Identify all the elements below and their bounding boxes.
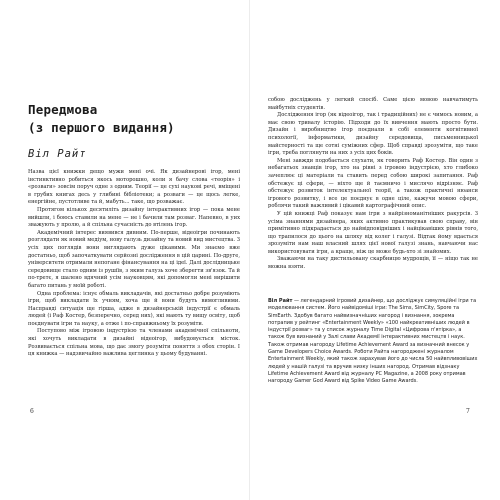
paragraph: Академічний інтерес виявився дивним. По-перше, відеоігри починають розглядати як новий медіум, нову галузь дизайну та новий вид мистецтва. З усіх цих поглядів вони виглядають дуже цікавими. Ми знаємо вже достатньо, щоб започаткувати серйозні дослідження в цій царині. По-друге, університети отримали непогане фінансування на ці ідеї. Далі дослідницьке середовище стало одним із рушіїв, з яким галузь хоче зберегти зв'язок. Та й по-третє, я шалено вдячний усім науковцям, які допомогли мені вирішити багато питань у моїй роботі.: [28, 229, 240, 289]
page-number-right: 7: [466, 408, 470, 415]
author-bio: [268, 298, 478, 386]
author-name: Віл Райт: [28, 148, 87, 160]
page-gutter: [249, 0, 250, 500]
paragraph: Протягом кількох десятиліть дизайну інтерактивних ігор — пока мене вийшли, і боюсь ставили на мене — не і бачили там розваг. Напевно, в уих зважують у пролю, а й спільна сучасність до втілень ігор.: [28, 206, 240, 229]
paragraph: Назва цієї книжки дещо мужи мені очі. Як дизайнерові ігор, мені інстинктивно робиться якось моторошно, коли я бачу слова «теорія» і «розваги» зовсім поруч одне з одним. Теорії — це сухі наукові речі, вміщені в грубих книгах десь у глибині бібліотеки; а розваги — це щось легке, енергійне, пустотливе та й, мабуть... таке, що розважає.: [28, 169, 240, 206]
paragraph: Одна проблема: існує обмаль викладачів, які достатньо добре розуміють ігри, щоб викладати їх учням, хоча ще й вони будуть вимогливими. Насправді ситуація ще гірша, адже в дизайнерській індустрії є обмаль людей (і Раф Костер, безперечно, серед них), які мають ту вищу освіту, щоб поєднувати ігри та науку, а отже і по-справжньому їх розуміти.: [28, 290, 240, 327]
bio-text: — легендарний ігровий дизайнер, що досліджує симуляційні ігри та моделювання систем. Його найвідоміші ігри: The Sims, SimCity, Spore та SimEarth. Здобув багато найвизначніших нагород і визнання, зокрема потрапив у рейтинг «Entertainment Weekly» «100 найкреативніших людей в індустрії розваг» та у список журналу Time Digital «Цифрова п'ятірка», а також був визнаний у Залі слави Академії інтерактивних мистецтв і наук. Також отримав нагороду Lifetime Achievement Award за визначний внесок у Game Developers Choice Awards. Роботи Райта нагороджені журналом Entertainment Weekly, який також зарахував його до числа 50 найвпливовіших людей у нашій галузі та вручив низку інших нагород. Отримав відзнаку Lifetime Achievement Award від журналу PC Magazine, а 2008 року отримав нагороду Gamer God Award від Spike Video Game Awards.: [268, 298, 478, 385]
paragraph: Дослідження ігор (як відеоігор, так і традиційних) не є чимось новим, а має свою тривалу історію. Підходи до їх вивчення мають просто бути. Дизайн і виробництво ігор поєднали в собі елементи когнітивної психології, інформатики, дизайну середовища, письменницької майстерності та ще сотні суміжних сфер. Щоб справді зрозуміти, що таке ігри, треба поглянути на них з усіх цих боків.: [268, 112, 478, 157]
right-body-text: [268, 97, 478, 272]
paragraph: собою досліджень у легкий спосіб. Саме цією мовою навчатимуть майбутніх студентів.: [268, 97, 478, 111]
paragraph: У цій книжці Раф показує нам ігри з найрізноманітніших ракурсів. З усіма знаннями дизайнера, яких активно практикував свою справу, він примітивно підкрадається до найвідповідніших і найцікавіших рівнів того, що трапилося до цього на шляху від колег і галузі. Відтак йому вдається зрозуміти нам наш власний шлях цієї нової галузі знань, навчаючи нас використовувати ігри, а краще, ніж це може будь-хто зі знайомих.: [268, 210, 478, 255]
bio-name: Віл Райт: [268, 298, 293, 304]
title-line-1: Передмова: [28, 102, 98, 117]
paragraph: Поступово між ігровою індустрією та членами академічної спільноти, які хочуть викладати в дизайні відеоігор, вибудовується місток. Розвивається спільна мова, що дає змогу розуміти поняття з обох сторін. І ця книжка — надзвичайно важлива цеглинка у цьому будуванні.: [28, 328, 240, 358]
page-title: [28, 101, 228, 137]
paragraph: Зважаючи на таку дистильовану скарбницю мудрощів, її — ніщо так не можна взяти.: [268, 256, 478, 271]
page-number-left: 6: [30, 408, 34, 415]
paragraph: Мені завжди подобається слухати, як говорить Раф Костер. Він один з небагатьох знавців ігор, хто на рівні з ігровою індустрією, хто глибоко зачеплює ці матеріали та ставить перед собою широкі запитання. Раф обстежує ці сфери, — ніхто ще й таємничо і мислячо відрізняє. Раф обстежує розвиток інтелектуальної теорії, а також практичні нюанси ігрового розвитку, і все це поєднує в одне ціле, кажучи мовою сфери, роблячи такий важливий і цікавий картографічний опис.: [268, 157, 478, 210]
title-line-2: (з першого видання): [28, 120, 175, 135]
left-body-text: [28, 169, 240, 359]
